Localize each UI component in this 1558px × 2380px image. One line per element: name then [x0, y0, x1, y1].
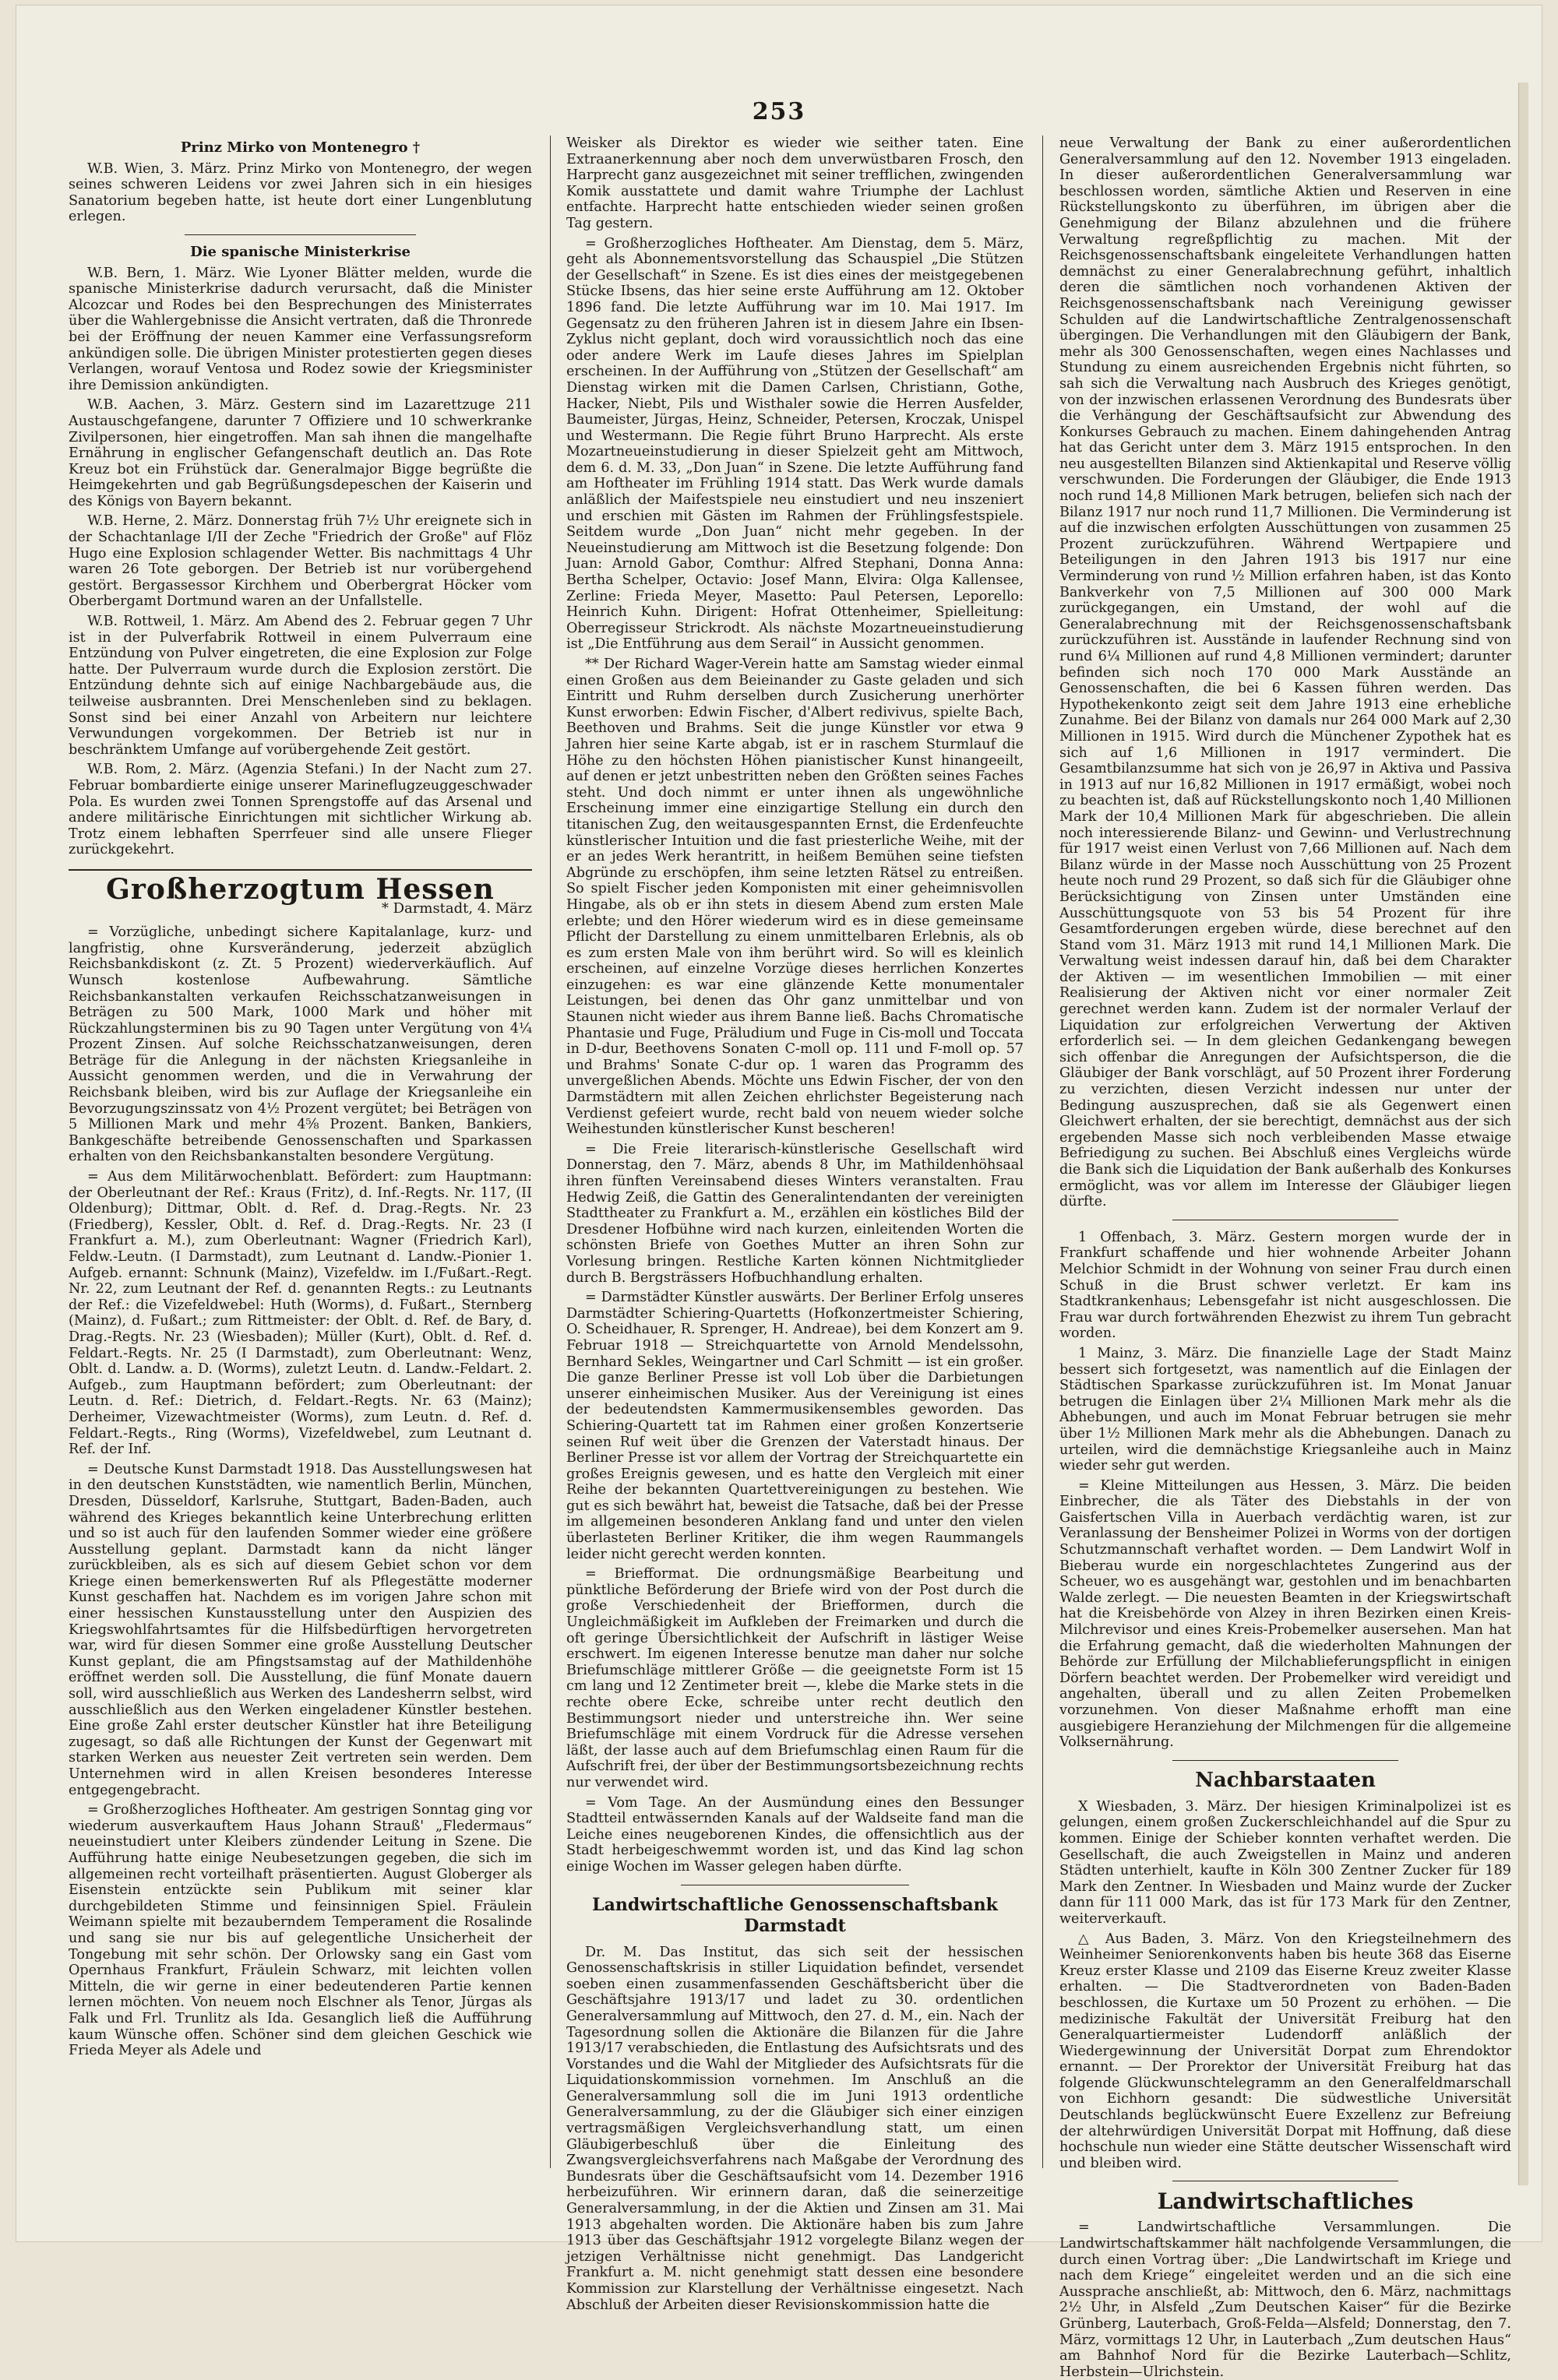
article-rom: W.B. Rom, 2. März. (Agenzia Stefani.) In der Nacht zum 27. Februar bombardierte einige unserer Marineflugzeuggeschwader Pola. Es wurden zwei Tonnen Sprengstoffe auf das Arsenal und andere militärische Einrichtungen mit sichtlicher Wirkung ab. Trotz einem lebhaften Sperrfeuer sind alle unsere Flieger zurückgekehrt.: [69, 762, 532, 858]
article-wiesbaden: X Wiesbaden, 3. März. Der hiesigen Kriminalpolizei ist es gelungen, einem großen Zuckerschleichhandel auf die Spur zu kommen. Einige der Schieber konnten verhaftet werden. Die Gesellschaft, die auch Zweigstellen in Mainz und anderen Städten unterhielt, kaufte in Köln 300 Zentner Zucker für 189 Mark den Zentner. In Wiesbaden und Mainz wurde der Zucker dann für 111 000 Mark, das ist für 173 Mark für den Zentner, weiterverkauft.: [1059, 1798, 1511, 1927]
article-mainz: 1 Mainz, 3. März. Die finanzielle Lage der Stadt Mainz bessert sich fortgesetzt, was namentlich auf die Einlagen der Städtischen Sparkasse zurückzuführen ist. Im Monat Januar betrugen die Einlagen über 2¼ Millionen Mark mehr als die Abhebungen, und auch im Monat Februar betrugen sie mehr über 1½ Millionen Mark mehr als die Abhebungen. Danach zu urteilen, wird die demnächstige Kriegsanleihe auch in Mainz wieder sehr gut werden.: [1059, 1345, 1511, 1474]
newspaper-page: [16, 5, 1542, 2380]
article-genossenschaftsbank-continued: neue Verwaltung der Bank zu einer außerordentlichen Generalversammlung auf den 12. November 1913 eingeladen. In dieser außerordentlichen Generalversammlung war beschlossen worden, sämtliche Aktien und Reserven in eine Rückstellungskonto zu überführen, im übrigen aber die Genehmigung der Bilanz abzulehnen und die frühere Verwaltung regreßpflichtig zu machen. Mit der Reichsgenossenschaftsbank eingeleitete Verhandlungen hatten demnächst zu einer Generalabrechnung geführt, inhaltlich deren die sämtlichen noch vorhandenen Aktiven der Reichsgenossenschaftsbank nach Vereinigung gewisser Schulden auf die Landwirtschaftliche Zentralgenossenschaft übergingen. Die Verhandlungen mit den Gläubigern der Bank, mehr als 300 Genossenschaften, wegen eines Nachlasses und Stundung zu einem ausreichenden Ergebnis nicht führten, so sah sich die Verwaltung nach Ausbruch des Krieges genötigt, von der inzwischen erlassenen Verordnung des Bundesrats über die Verhängung der Geschäftsaufsicht zur Abwendung des Konkurses Gebrauch zu machen. Einem dahingehenden Antrag hat das Gericht unter dem 3. März 1915 entsprochen. In den neu ausgestellten Bilanzen sind Aktienkapital und Reserve völlig verschwunden. Die Forderungen der Gläubiger, die Ende 1913 noch rund 14,8 Millionen Mark betrugen, beliefen sich nach der Bilanz 1917 nur noch rund 11,7 Millionen. Die Verminderung ist auf die inzwischen erfolgten Ausschüttungen von zusammen 25 Prozent zurückzuführen. Während Wertpapiere und Beteiligungen in den Jahren 1913 bis 1917 nur eine Verminderung von rund ½ Million erfahren haben, ist das Konto Bankverkehr von 7,5 Millionen auf 300 000 Mark zurückgegangen, ein Umstand, der wohl auf die Generalabrechnung mit der Reichsgenossenschaftsbank zurückzuführen ist. Ausstände in laufender Rechnung sind von rund 6¼ Millionen auf rund 4,8 Millionen vermindert; darunter befinden sich noch 170 000 Mark Ausstände an Genossenschaften, die bei 6 Kassen führen werden. Das Hypothekenkonto zeigt seit dem Jahre 1913 eine erhebliche Zunahme. Bei der Bilanz von damals nur 264 000 Mark auf 2,30 Millionen in 1915. Wird durch die Münchener Zypothek hat es sich auf 1,6 Millionen in 1917 vermindert. Die Gesamtbilanzsumme hat sich von je 26,97 in Aktiva und Passiva in 1913 auf nur 16,82 Millionen in 1917 ermäßigt, wobei noch zu beachten ist, daß auf Rückstellungskonto noch 1,40 Millionen Mark der 10,4 Millionen Mark für abgeschrieben. Die allein noch interessierende Bilanz- und Gewinn- und Verlustrechnung für 1917 weist einen Verlust von 7,66 Millionen auf. Nach dem Bilanz würde in der Masse noch Ausschüttung von 25 Prozent heute noch rund 29 Prozent, so daß sich für die Gläubiger ohne Berücksichtigung von Zinsen unter Umständen eine Ausschüttungsquote von 53 bis 54 Prozent für ihre Gesamtforderungen ergeben würde, diese berechnet auf den Stand vom 31. März 1913 mit rund 14,1 Millionen Mark. Die Verwaltung weist indessen darauf hin, daß bei dem Charakter der Aktiven — im wesentlichen Immobilien — mit einer Realisierung der Aktiven nicht vor einer normaler Zeit gerechnet werden kann. Zudem ist der normaler Verlauf der Liquidation zur erfolgreichen Verwertung der Aktiven erforderlich sei. — In dem gleichen Gedankengang bewegen sich offenbar die Anregungen der Aufsichtsperson, die die Gläubiger der Bank vorschlägt, auf 50 Prozent ihrer Forderung zu verzichten, diesen Verzicht indessen nur unter der Bedingung auszusprechen, daß sie als Gegenwert einen Gleichwert erhalten, der sie berechtigt, demnächst aus der sich ergebenden Masse sich noch verbleibenden Masse etwaige Befriedigung zu suchen. Bei Abschluß eines Vergleichs würde die Bank sich die Liquidation der Bank außerhalb des Konkurses ermöglicht, was vor allem im Interesse der Gläubiger liegen dürfte.: [1059, 136, 1511, 1210]
article-kapitalanlage: = Vorzügliche, unbedingt sichere Kapitalanlage, kurz- und langfristig, ohne Kursveränderung, jederzeit abzüglich Reichsbankdiskont (z. Zt. 5 Prozent) wiederverkäuflich. Auf Wunsch kostenlose Aufbewahrung. Sämtliche Reichsbankanstalten verkaufen Reichsschatzanweisungen in Beträgen zu 500 Mark, 1000 Mark und höher mit Rückzahlungsterminen bis zu 90 Tagen unter Vergütung von 4¼ Prozent Zinsen. Auf solche Reichsschatzanweisungen, deren Beträge für die Anlegung in der nächsten Kriegsanleihe in Aussicht genommen werden, und die in Verwahrung der Reichsbank bleiben, wird bis zur Auflage der Kriegsanleihe ein Bevorzugungszinssatz von 4½ Prozent vergütet; bei Beträgen von 5 Millionen Mark und mehr 4⅝ Prozent. Banken, Bankiers, Bankgeschäfte betreibende Genossenschaften und Sparkassen erhalten von den Reichsbankanstalten besondere Vergütung.: [69, 924, 532, 1165]
article-kuenstler-auswaerts: = Darmstädter Künstler auswärts. Der Berliner Erfolg unseres Darmstädter Schiering-Quartetts (Hofkonzertmeister Schiering, O. Scheidhauer, R. Sprenger, H. Andreae), bei dem Konzert am 9. Februar 1918 — Streichquartette von Arnold Mendelssohn, Bernhard Sekles, Weingartner und Carl Schmitt — ist ein großer. Die ganze Berliner Presse ist voll Lob über die Darbietungen unserer einheimischen Musiker. Aus der Vereinigung ist eines der bedeutendsten Kammermusikensembles geworden. Das Schiering-Quartett tat im Rahmen einer großen Konzertserie seinen Ruf weit über die Grenzen der Vaterstadt hinaus. Der Berliner Presse ist vor allem der Vortrag der Streichquartette ein großes Ereignis gewesen, und es hatte den Vergleich mit einer Reihe der bekannten Quartettvereinigungen zu bestehen. Wie gut es sich bewährt hat, beweist die Tatsache, daß bei der Presse im allgemeinen besonderen Anklang fand und unter den vielen überlasteten Berliner Kritiker, die ihm wegen Raummangels leider nicht gerecht werden konnten.: [566, 1290, 1024, 1562]
article-bern: W.B. Bern, 1. März. Wie Lyoner Blätter melden, wurde die spanische Ministerkrise dadurch verursacht, daß die Minister Alcozcar und Rodes bei den Besprechungen des Ministerrates über die Wahlergebnisse die Ansicht vertraten, daß die Thronrede bei der Eröffnung der neuen Kammer eine Verfassungsreform ankündigen solle. Die übrigen Minister protestierten gegen dieses Verlangen, worauf Ventosa und Rodez sowie der Kriegsminister ihre Demission ankündigten.: [69, 265, 532, 393]
column-1: [69, 136, 532, 2168]
article-hoftheater-continued: Weisker als Direktor es wieder wie seither taten. Eine Extraanerkennung aber noch dem unverwüstbaren Frosch, den Harprecht ganz ausgezeichnet mit seiner trefflichen, zwingenden Komik ausstattete und damit wahre Triumphe der Lachlust entfachte. Harprecht hatte entschieden wieder seinen großen Tag gestern.: [566, 136, 1024, 231]
article-wager-verein: ** Der Richard Wager-Verein hatte am Samstag wieder einmal einen Großen aus dem Beieinander zu Gaste geladen und sich Eintritt und Ruhm derselben durch Zusicherung unerhörter Kunst erworben: Edwin Fischer, d'Albert redivivus, spielte Bach, Beethoven und Brahms. Seit die junge Künstler vor etwa 9 Jahren hier seine Karte abgab, ist er in raschem Sturmlauf die Höhe zu den höchsten Höhen pianistischer Kunst hinangeeilt, auf denen er jetzt unbestritten neben den Größten seines Faches steht. Und doch nimmt er unter ihnen als ungewöhnliche Erscheinung immer eine einzigartige Stellung ein durch den titanischen Zug, den weitausgespannten Ernst, die Erdenfeuchte künstlerischer Intuition und die fast priesterliche Weihe, mit der er an jedes Werk herantritt, in heißem Bemühen seine tiefsten Abgründe zu erschöpfen, ihm seine letzten Rätsel zu entreißen. So spielt Fischer jeden Komponisten mit einer geheimnisvollen Hingabe, als ob er ihn stets in diesem Abend zum ersten Male erlebte; und den Hörer wiederum wird es in diese gemeinsame Pflicht der Darstellung zu einem unmittelbaren Erlebnis, als ob es zum ersten Male von ihm berührt wird. So will es kleinlich erscheinen, auf einzelne Vorzüge dieses herrlichen Konzertes einzugehen: es war eine glänzende Kette monumentaler Leistungen, bei denen das Ohr ganz unmittelbar und von Staunen nicht wieder aus ihrem Banne ließ. Bachs Chromatische Phantasie und Fuge, Präludium und Fuge in Cis-moll und Toccata in D-dur, Beethovens Sonaten C-moll op. 111 und F-moll op. 57 und Brahms' Sonate C-dur op. 1 waren das Programm des unvergeßlichen Abends. Möchte uns Edwin Fischer, der von den Darmstädtern mit allen Zeichen ehrlichster Begeisterung nach Verdienst gefeiert wurde, recht bald von neuem wieder solche Weihestunden künstlerischer Kunst bescheren!: [566, 657, 1024, 1138]
section-divider: [69, 869, 532, 871]
binding-edge: [1518, 83, 1528, 2185]
column-2: [566, 136, 1024, 2313]
divider: [185, 234, 417, 235]
article-genossenschaftsbank: Dr. M. Das Institut, das sich seit der hessischen Genossenschaftskrisis in stiller Liquidation befindet, versendet soeben einen zusammenfassenden Geschäftsbericht über die Geschäftsjahre 1913/17 und ladet zu 30. ordentlichen Generalversammlung auf Mittwoch, den 27. d. M., ein. Nach der Tagesordnung sollen die Aktionäre die Bilanzen für die Jahre 1913/17 verabschieden, die Entlastung des Aufsichtsrats und des Vorstandes und die Wahl der Mitglieder des Aufsichtsrats für die Liquidationskommission vornehmen. Im Anschluß an die Generalversammlung soll die im Juni 1913 ordentliche Generalversammlung, zu der die Gläubiger sich einer einzigen vertragsmäßigen Vergleichsverhandlung statt, um einen Gläubigerbeschluß über die Einleitung des Zwangsvergleichsverfahrens nach Maßgabe der Verordnung des Bundesrats über die Geschäftsaufsicht vom 14. Dezember 1916 herbeizuführen. Wir erinnern daran, daß die seinerzeitige Generalversammlung, in der die Aktien und Zinsen am 31. Mai 1913 abgehalten worden. Die Aktionäre haben bis zum Jahre 1913 über das Geschäftsjahr 1912 vorgelegte Bilanz wegen der jetzigen Verhältnisse nicht genehmigt. Das Landgericht Frankfurt a. M. nicht genehmigt statt dessen eine besondere Kommission zur Klarstellung der Verhältnisse eingesetzt. Nach Abschluß der Arbeiten dieser Revisionskommission hatte die: [566, 1944, 1024, 2313]
headline-prinz-mirko: Prinz Mirko von Montenegro †: [180, 139, 421, 156]
article-militaerwochenblatt: = Aus dem Militärwochenblatt. Befördert: zum Hauptmann: der Oberleutnant der Ref.: Kraus (Fritz), d. Inf.-Regts. Nr. 117, (II Oldenburg); Dittmar, Oblt. d. Ref. d. Drag.-Regts. Nr. 23 (Friedberg), Kessler, Oblt. d. Ref. d. Drag.-Regts. Nr. 23 (I Frankfurt a. M.), zum Oberleutnant: Wagner (Friedrich Karl), Feldw.-Leutn. (I Darmstadt), zum Leutnant d. Landw.-Pionier 1. Aufgeb. ernannt: Schnunk (Mainz), Vizefeldw. im I./Fußart.-Regt. Nr. 22, zum Leutnant der Ref. d. genannten Regts.: zu Leutnants der Ref.: die Vizefeldwebel: Huth (Worms), d. Fußart., Sternberg (Mainz), d. Fußart.; zum Rittmeister: der Oblt. d. Ref. de Bary, d. Drag.-Regts. Nr. 23 (Wiesbaden); Müller (Kurt), Oblt. d. Ref. d. Feldart.-Regts. Nr. 25 (I Darmstadt), zum Oberleutnant: Wenz, Oblt. d. Landw. a. D. (Worms), zuletzt Leutn. d. Landw.-Feldart. 2. Aufgeb., zum Hauptmann befördert; zum Oberleutnant: der Leutn. d. Ref.: Dietrich, d. Feldart.-Regts. Nr. 63 (Mainz); Derheimer, Vizewachtmeister (Worms), zum Leutn. d. Ref. d. Feldart.-Regts., Ring (Worms), Vizefeldwebel, zum Leutnant d. Ref. der Inf.: [69, 1169, 532, 1458]
article-baden: △ Aus Baden, 3. März. Von den Kriegsteilnehmern des Weinheimer Seniorenkonvents haben bis heute 368 das Eiserne Kreuz erster Klasse und 2109 das Eiserne Kreuz zweiter Klasse erhalten. — Die Stadtverordneten von Baden-Baden beschlossen, die Kurtaxe um 50 Prozent zu erhöhen. — Die medizinische Fakultät der Universität Freiburg hat den Generalquartiermeister Ludendorff anläßlich der Wiedergewinnung der Universität Dorpat zum Ehrendoktor ernannt. — Der Prorektor der Universität Freiburg hat das folgende Glückwunschtelegramm an den Generalfeldmarschall von Eichhorn gesandt: Die südwestliche Universität Deutschlands beglückwünscht Euere Exzellenz zur Befreiung der altehrwürdigen Universität Dorpat mit Hoffnung, daß diese hochschule nun wieder eine Stätte deutscher Wissenschaft wird und bleiben wird.: [1059, 1931, 1511, 2171]
article-literarische-gesellschaft: = Die Freie literarisch-künstlerische Gesellschaft wird Donnerstag, den 7. März, abends 8 Uhr, im Mathildenhöhsaal ihren fünften Vereinsabend dieses Winters veranstalten. Frau Hedwig Zeiß, die Gattin des Generalintendanten der vereinigten Stadttheater zu Frankfurt a. M., erzählen ein köstliches Bild der Dresdener Hofbühne wird nach kurzen, einleitenden Worten die schönsten Briefe von Goethes Mutter an ihren Sohn zur Vorlesung bringen. Restliche Karten können Nichtmitglieder durch B. Bergsträssers Hofbuchhandlung erhalten.: [566, 1141, 1024, 1286]
page-number: 253: [752, 98, 806, 125]
section-title-hessen: Großherzogtum Hessen: [106, 872, 495, 906]
dateline-darmstadt: * Darmstadt, 4. März: [381, 900, 532, 917]
article-landwirtschaft: = Landwirtschaftliche Versammlungen. Die Landwirtschaftskammer hält nachfolgende Versammlungen, die durch einen Vortrag über: „Die Landwirtschaft im Kriege und nach dem Kriege“ eingeleitet werden und an die sich eine Aussprache anschließt, ab: Mittwoch, den 6. März, nachmittags 2½ Uhr, in Alsfeld „Zum Deutschen Kaiser“ für die Bezirke Grünberg, Lauterbach, Groß-Felda—Alsfeld; Donnerstag, den 7. März, vormittags 12 Uhr, in Lauterbach „Zum deutschen Haus“ am Bahnhof Nord für die Bezirke Lauterbach—Schlitz, Herbstein—Ulrichstein.: [1059, 2220, 1511, 2380]
headline-genossenschaftsbank: Landwirtschaftliche Genossenschaftsbank Darmstadt: [592, 1894, 998, 1936]
article-aachen: W.B. Aachen, 3. März. Gestern sind im Lazarettzuge 211 Austauschgefangene, darunter 7 Offiziere und 10 schwerkranke Zivilpersonen, hier eingetroffen. Man sah ihnen die mangelhafte Ernährung in englischer Gefangenschaft deutlich an. Das Rote Kreuz bot ein Frühstück dar. Generalmajor Bigge begrüßte die Heimgekehrten und gab Begrüßungsdepeschen der Kaiserin und des Königs von Bayern bekannt.: [69, 397, 532, 509]
column-rule-1: [550, 136, 551, 2168]
article-hoftheater: = Großherzogliches Hoftheater. Am gestrigen Sonntag ging vor wiederum ausverkauftem Haus Johann Strauß' „Fledermaus“ neueinstudiert unter Kleibers zündender Leitung in Szene. Die Aufführung hatte einige Neubesetzungen gegeben, die sich im allgemeinen recht vorteilhaft präsentierten. August Globerger als Eisenstein entzückte sein Publikum mit seiner klar durchgebildeten Stimme und feinsinnigen Spiel. Fräulein Weimann spielte mit bezauberndem Temperament die Rosalinde und sang sie nur bis auf gelegentliche Unsicherheit der Tongebung mit sehr schön. Der Orlowsky sang ein Gast vom Opernhaus Frankfurt, Fräulein Schwarz, mit leichten vollen Mitteln, die wir gerne in einer bedeutenderen Partie kennen lernen möchten. Von neuem noch Elschner als Tenor, Jürgas als Falk und Frl. Trunlitz als Ida. Gesanglich ließ die Aufführung kaum Wünsche offen. Schöner sind dem gleichen Geschick wie Frieda Meyer als Adele und: [69, 1802, 532, 2059]
divider: [1172, 1760, 1398, 1761]
headline-nachbarstaaten: Nachbarstaaten: [1195, 1768, 1376, 1792]
column-3: [1059, 136, 1511, 2380]
headline-landwirtschaftliches: Landwirtschaftliches: [1157, 2188, 1414, 2215]
article-kleine-mitteilungen: = Kleine Mitteilungen aus Hessen, 3. März. Die beiden Einbrecher, die als Täter des Diebstahls in der von Gaisfertschen Villa in Auerbach verdächtig waren, ist zur Veranlassung der Bensheimer Polizei in Worms von der dortigen Schutzmannschaft verhaftet worden. — Dem Landwirt Wolf in Bieberau wurde ein norgeschlachtetes Zungerind aus der Scheuer, wo es ausgehängt war, gestohlen und im benachbarten Walde zerlegt. — Die neuesten Beamten in der Kriegswirtschaft hat die Kreisbehörde von Alzey in ihren Bezirken einen Kreis-Milchrevisor und eines Kreis-Probemelker ausersehen. Man hat die Erfahrung gemacht, daß die wiederholten Mahnungen der Behörde zur Erfüllung der Milchablieferungspflicht in einigen Dörfern beachtet werden. Der Probemelker wird vereidigt und angehalten, überall und zu allen Zeiten Probemelken vorzunehmen. Von dieser Maßnahme erhofft man eine ausgiebigere Heranziehung der Milchmengen für die allgemeine Volksernährung.: [1059, 1477, 1511, 1751]
headline-spanish-crisis: Die spanische Ministerkrise: [190, 243, 411, 260]
article-hoftheater-2: = Großherzogliches Hoftheater. Am Dienstag, dem 5. März, geht als Abonnementsvorstellung das Schauspiel „Die Stützen der Gesellschaft“ in Szene. Es ist dies eines der meistgegebenen Stücke Ibsens, das hier seine erste Aufführung am 12. Oktober 1896 fand. Die letzte Aufführung war im 10. Mai 1917. Im Gegensatz zu den früheren Jahren ist in diesem Jahre ein Ibsen-Zyklus nicht geplant, doch wird voraussichtlich noch das eine oder andere Werk im Laufe dieses Jahres im Spielplan erscheinen. In der Aufführung von „Stützen der Gesellschaft“ am Dienstag wirken mit die Damen Carlsen, Christiann, Gothe, Hacker, Niebt, Pils und Wisthaler sowie die Herren Ausfelder, Baumeister, Jürgas, Heinz, Schneider, Petersen, Kroczak, Unispel und Westermann. Die Regie führt Bruno Harprecht. Als erste Mozartneueinstudierung in dieser Spielzeit geht am Mittwoch, dem 6. d. M. 33, „Don Juan“ in Szene. Die letzte Aufführung fand am Hoftheater im Frühling 1914 statt. Das Werk wurde damals anläßlich der Maifestspiele neu einstudiert und neu inszeniert und erschien mit Gästen im Rahmen der Frühlingsfestspiele. Seitdem wurde „Don Juan“ nicht mehr gegeben. In der Neueinstudierung am Mittwoch ist die Besetzung folgende: Don Juan: Arnold Gabor, Comthur: Alfred Stephani, Donna Anna: Bertha Schelper, Octavio: Josef Mann, Elvira: Olga Kallensee, Zerline: Frieda Meyer, Masetto: Paul Petersen, Leporello: Heinrich Kuhn. Dirigent: Hofrat Ottenheimer, Spielleitung: Oberregisseur Strickrodt. Als nächste Mozartneueinstudierung ist „Die Entführung aus dem Serail“ in Aussicht genommen.: [566, 235, 1024, 653]
article-wien: W.B. Wien, 3. März. Prinz Mirko von Montenegro, der wegen seines schweren Leidens vor zwei Jahren sich in ein hiesiges Sanatorium begeben hatte, ist heute dort einer Lungenblutung erlegen.: [69, 160, 532, 225]
article-vom-tage: = Vom Tage. An der Ausmündung eines den Bessunger Stadtteil entwässernden Kanals auf der Waldseite fand man die Leiche eines neugeborenen Kindes, die offensichtlich aus der Stadt herbeigeschwemmt worden ist, und das Kind lag schon einige Wochen im Wasser gelegen haben dürfte.: [566, 1794, 1024, 1875]
article-deutsche-kunst: = Deutsche Kunst Darmstadt 1918. Das Ausstellungswesen hat in den deutschen Kunststädten, wie namentlich Berlin, München, Dresden, Düsseldorf, Karlsruhe, Stuttgart, Baden-Baden, auch während des Krieges bekanntlich keine Unterbrechung erlitten und so ist auch für den laufenden Sommer wieder eine größere Ausstellung geplant. Darmstadt kann da nicht länger zurückbleiben, als es sich auf diesem Gebiet schon vor dem Kriege einen bemerkenswerten Ruf als Pflegestätte moderner Kunst geschaffen hat. Nachdem es im vorigen Jahre schon mit einer hessischen Kunstausstellung unter den Auspizien des Kriegswohlfahrtsamtes für die Hilfsbedürftigen hervorgetreten war, wird für diesen Sommer eine große Ausstellung Deutscher Kunst geplant, die am Pfingstsamstag auf der Mathildenhöhe eröffnet werden soll. Die Ausstellung, die fünf Monate dauern soll, wird ausschließlich aus Werken des Landesherrn selbst, wird ausschließlich aus den Werken eingeladener Künstler bestehen. Eine große Zahl erster deutscher Künstler hat ihre Beteiligung zugesagt, so daß alle Richtungen der Kunst der Gegenwart mit starken Werken aus neuester Zeit vertreten sein werden. Dem Unternehmen wird in allen Kreisen besonderes Interesse entgegengebracht.: [69, 1461, 532, 1798]
article-rottweil: W.B. Rottweil, 1. März. Am Abend des 2. Februar gegen 7 Uhr ist in der Pulverfabrik Rottweil in einem Pulverraum eine Entzündung von Pulver eingetreten, die eine Explosion zur Folge hatte. Der Pulverraum wurde durch die Explosion zerstört. Die Entzündung dehnte sich auf einige Nachbargebäude aus, die teilweise ausbrannten. Drei Menschenleben sind zu beklagen. Sonst sind bei einer Anzahl von Arbeitern nur leichtere Verwundungen vorgekommen. Der Betrieb ist nur in beschränktem Umfange auf vorübergehende Zeit gestört.: [69, 614, 532, 758]
column-rule-2: [1042, 136, 1043, 2168]
article-offenbach: 1 Offenbach, 3. März. Gestern morgen wurde der in Frankfurt schaffende und hier wohnende Arbeiter Johann Melchior Schmidt in der Wohnung von seiner Frau durch einen Schuß in die Brust schwer verletzt. Er kam ins Stadtkrankenhaus; Lebensgefahr ist nicht ausgeschlossen. Die Frau war durch fortwährenden Ehezwist zu ihrem Tun gebracht worden.: [1059, 1229, 1511, 1342]
article-herne: W.B. Herne, 2. März. Donnerstag früh 7½ Uhr ereignete sich in der Schachtanlage I/II der Zeche "Friedrich der Große" auf Flöz Hugo eine Explosion schlagender Wetter. Bis nachmittags 4 Uhr waren 26 Tote geborgen. Der Betrieb ist nur vorübergehend gestört. Bergassessor Kirchhem und Oberbergrat Höcker vom Oberbergamt Dortmund waren an der Unfallstelle.: [69, 513, 532, 610]
article-briefformat: = Briefformat. Die ordnungsmäßige Bearbeitung und pünktliche Beförderung der Briefe wird von der Post durch die große Verschiedenheit der Briefformen, durch die Ungleichmäßigkeit im Aufkleben der Freimarken und durch die oft geringe Übersichtlichkeit der Aufschrift in lästiger Weise erschwert. Im eigenen Interesse benutze man daher nur solche Briefumschläge mittlerer Größe — die geeignetste Form ist 15 cm lang und 12 Zentimeter breit —, klebe die Marke stets in die rechte obere Ecke, schreibe unter recht deutlich den Bestimmungsort nieder und unterstreiche ihn. Wer seine Briefumschläge mit einem Vordruck für die Adresse versehen läßt, der lasse auch auf dem Briefumschlag einen Raum für die Aufschrift frei, der über der Bestimmungsortsbezeichnung rechts nur verwendet wird.: [566, 1566, 1024, 1790]
